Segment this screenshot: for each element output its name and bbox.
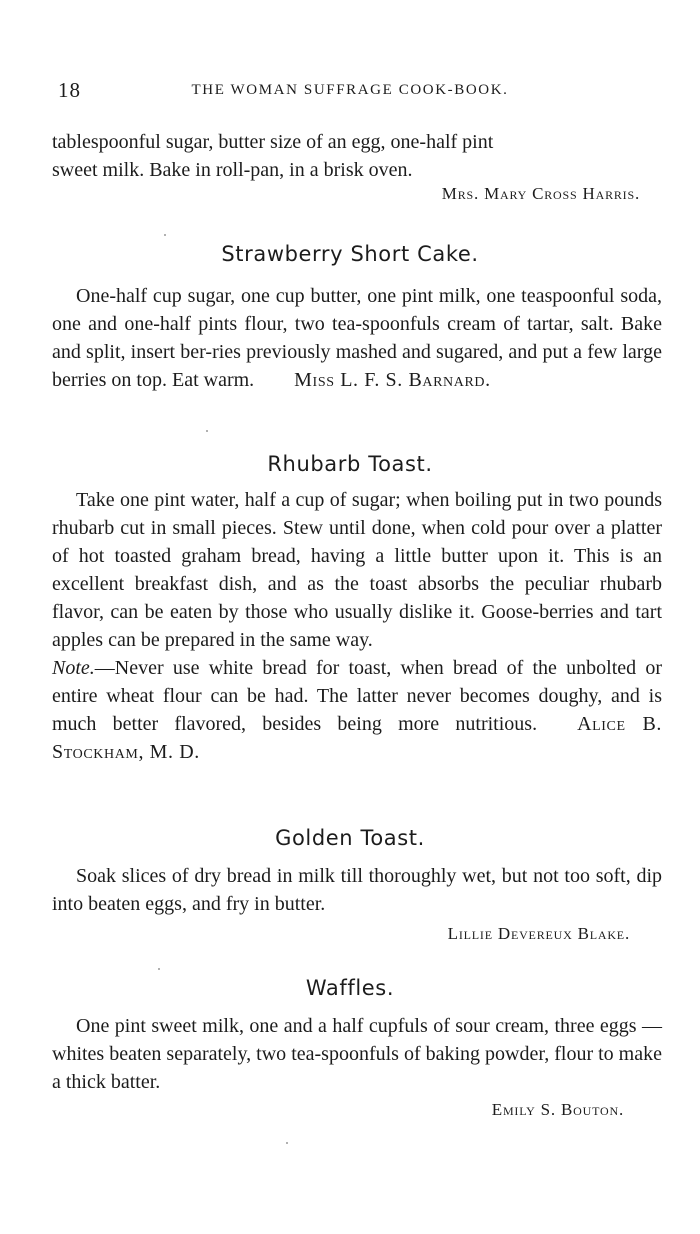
recipe-title-strawberry-short-cake: Strawberry Short Cake. (221, 242, 479, 266)
intro-line-2: sweet milk. Bake in roll-pan, in a brisk oven. (52, 159, 413, 181)
recipe-body-text: One-half cup sugar, one cup butter, one pint milk, one teaspoonful soda, one and one-half pints flour, two tea-spoonfuls cream of tartar, salt. Bake and split, insert ber-ries previously mashed and sugared, and put a few large berries on top. Eat warm. (52, 285, 662, 391)
print-speck (206, 430, 208, 432)
recipe-body-rhubarb-toast (52, 486, 662, 766)
note-label: Note. (52, 657, 95, 679)
intro-signature: Mrs. Mary Cross Harris. (441, 184, 640, 203)
print-speck (286, 1142, 288, 1144)
running-head: THE WOMAN SUFFRAGE COOK-BOOK. (191, 82, 509, 98)
page-header (40, 78, 660, 102)
recipe-title-golden-toast: Golden Toast. (275, 826, 425, 850)
intro-paragraph (52, 128, 662, 184)
recipe-signature-golden-toast: Lillie Devereux Blake. (447, 924, 630, 943)
recipe-signature-strawberry-short-cake: Miss L. F. S. Barnard. (294, 369, 491, 391)
recipe-body-waffles: One pint sweet milk, one and a half cupfuls of sour cream, three eggs — whites beaten separately, two tea-spoonfuls of baking powder, flour to make a thick batter. (52, 1015, 662, 1093)
recipe-title-waffles: Waffles. (305, 976, 395, 1000)
recipe-signature-waffles: Emily S. Bouton. (491, 1100, 624, 1119)
recipe-signature-rhubarb-toast: Alice B. Stockham, M. D. (52, 713, 662, 763)
recipe-body-text: Take one pint water, half a cup of sugar; when boiling put in two pounds rhubarb cut in small pieces. Stew until done, when cold pour over a platter of hot toasted graham bread, having a little butter upon it. This is an excellent breakfast dish, and as the toast absorbs the peculiar rhubarb flavor, can be eaten by those who usually dislike it. Goose-berries and tart apples can be prepared in the same way. (52, 489, 662, 651)
print-speck (158, 968, 160, 970)
recipe-body-strawberry-short-cake (52, 282, 662, 394)
note-text: —Never use white bread for toast, when bread of the unbolted or entire wheat flour can be had. The latter never becomes doughy, and is much better flavored, besides being more nutritious. (52, 657, 662, 735)
recipe-body-golden-toast: Soak slices of dry bread in milk till thoroughly wet, but not too soft, dip into beaten eggs, and fry in butter. (52, 865, 662, 915)
intro-line-1: tablespoonful sugar, butter size of an egg, one-half pint (52, 131, 494, 153)
recipe-title-rhubarb-toast: Rhubarb Toast. (267, 452, 433, 476)
print-speck (164, 234, 166, 236)
page-number: 18 (58, 78, 81, 102)
